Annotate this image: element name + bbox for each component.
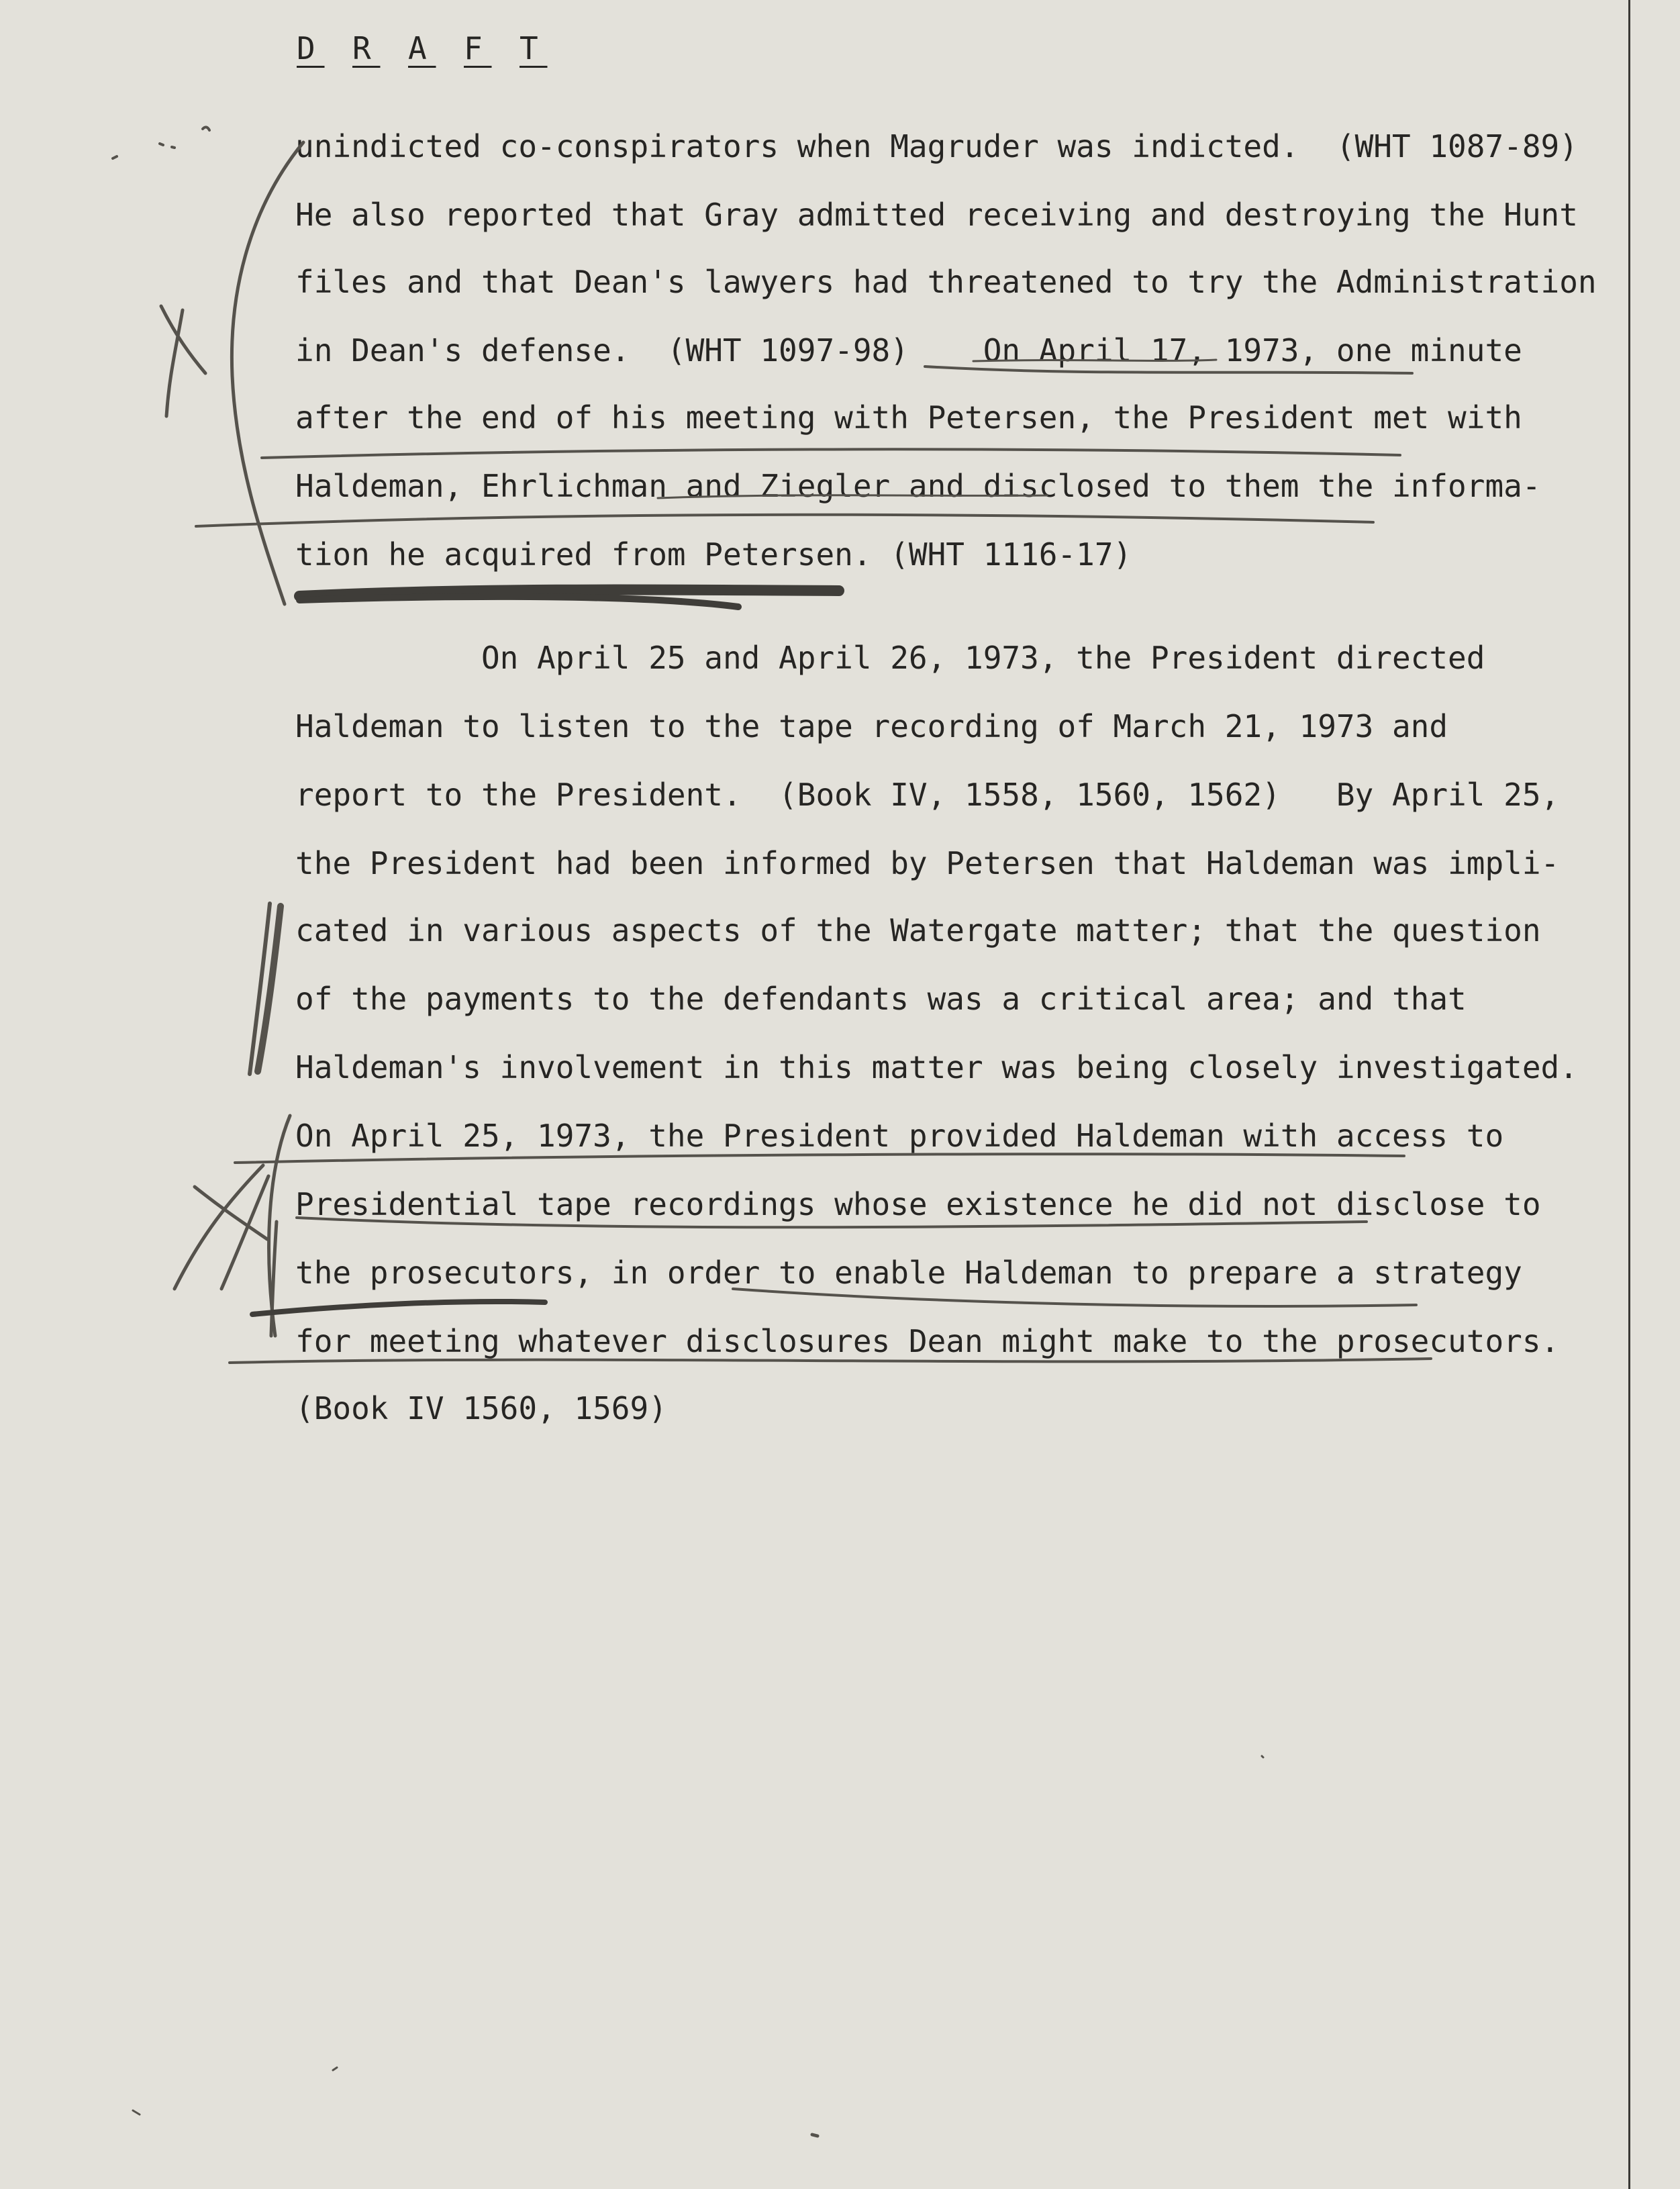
underline-mark [196,515,1373,526]
x-mark [195,1187,267,1239]
vertical-bar-mark [250,904,270,1074]
vertical-bar-mark [258,906,281,1071]
x-mark [166,310,183,416]
text-line: of the payments to the defendants was a critical area; and that [295,981,1467,1017]
left-bracket-mark [269,1116,290,1336]
stray-pencil-mark [172,147,175,148]
text-line: Haldeman, Ehrlichman and Ziegler and disclosed to them the informa- [295,468,1541,504]
vertical-bar-mark [271,1222,277,1336]
draft-letter-a: A [408,30,436,66]
text-line: On April 25 and April 26, 1973, the President directed [295,640,1485,676]
text-line: Presidential tape recordings whose existence he did not disclose to [295,1186,1541,1222]
stray-pencil-mark [1262,1756,1263,1757]
x-mark [161,306,205,373]
right-margin-rule [1628,0,1630,2189]
text-line: the President had been informed by Petersen that Haldeman was impli- [295,845,1560,881]
x-mark [175,1165,263,1289]
left-bracket-mark [232,142,303,604]
text-line: after the end of his meeting with Petersen, the President met with [295,399,1522,436]
text-line: files and that Dean's lawyers had threatened to try the Administration [295,264,1597,300]
draft-letter-r: R [352,30,381,66]
underline-mark [262,449,1400,458]
text-line: unindicted co-conspirators when Magruder was indicted. (WHT 1087-89) [295,128,1578,164]
stray-pencil-mark [133,2110,140,2114]
text-line: Haldeman to listen to the tape recording of March 21, 1973 and [295,708,1448,744]
text-line: Haldeman's involvement in this matter was being closely investigated. [295,1049,1578,1085]
draft-letter-f: F [464,30,492,66]
text-line: tion he acquired from Petersen. (WHT 1116-17) [295,536,1132,573]
stray-pencil-mark [160,144,163,145]
x-mark [221,1176,268,1289]
text-line: He also reported that Gray admitted receiving and destroying the Hunt [295,197,1578,233]
text-line: the prosecutors, in order to enable Haldeman to prepare a strategy [295,1255,1522,1291]
text-line: in Dean's defense. (WHT 1097-98) On April 17, 1973, one minute [295,332,1522,369]
stray-pencil-mark [333,2068,337,2070]
stray-pencil-mark [203,127,209,130]
heavy-underline-mark [299,597,738,607]
stray-pencil-mark [113,156,117,158]
draft-header [297,27,548,70]
stray-pencil-mark [812,2135,818,2136]
text-line: (Book IV 1560, 1569) [295,1390,667,1426]
text-line: report to the President. (Book IV, 1558, 1560, 1562) By April 25, [295,777,1560,813]
heavy-underline-mark [299,589,839,596]
heavy-underline-mark [252,1302,545,1314]
text-line: cated in various aspects of the Watergate matter; that the question [295,912,1541,948]
text-line: for meeting whatever disclosures Dean might make to the prosecutors. [295,1323,1560,1359]
draft-letter-d: D [297,30,325,66]
draft-letter-t: T [520,30,548,66]
text-line: On April 25, 1973, the President provided Haldeman with access to [295,1118,1504,1154]
